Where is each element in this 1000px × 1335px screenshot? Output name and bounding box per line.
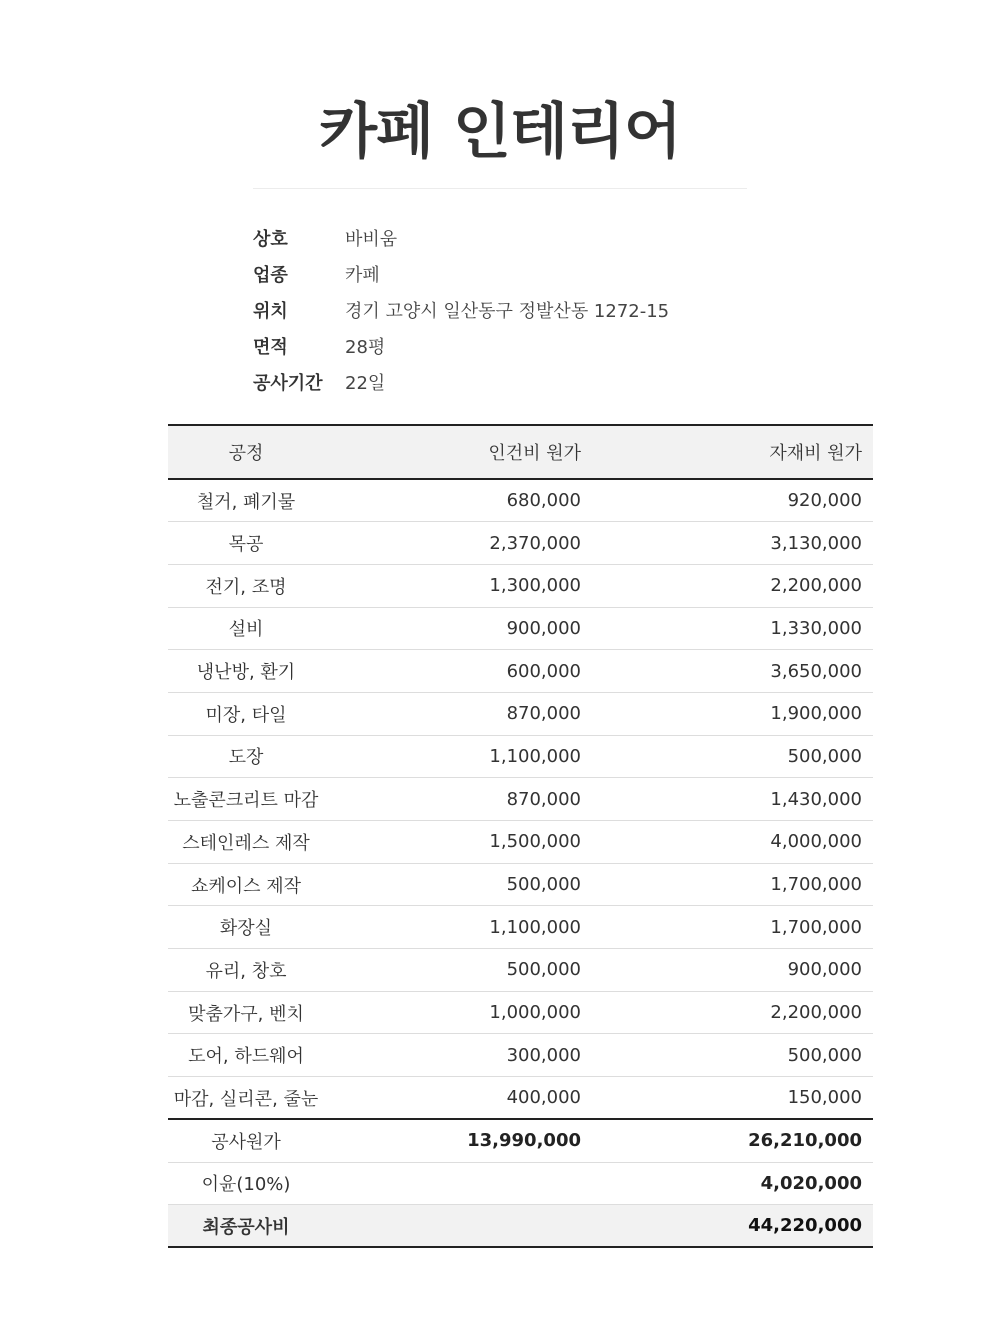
cell-process: 목공: [168, 522, 324, 565]
cell-material: 3,650,000: [581, 650, 873, 693]
info-row-area: [253, 328, 813, 364]
cell-material: 4,000,000: [581, 821, 873, 864]
column-header-labor-label: 인건비 원가: [488, 443, 581, 464]
info-row-business-type: [253, 256, 813, 292]
cell-process: 쇼케이스 제작: [168, 863, 324, 906]
info-value: 경기 고양시 일산동구 정발산동 1272-15: [345, 301, 670, 322]
cell-labor: 870,000: [324, 778, 581, 821]
info-label: 위치: [253, 301, 288, 322]
table-row: [168, 991, 873, 1034]
table-row: [168, 479, 873, 522]
info-row-location: [253, 292, 813, 328]
cell-material: 2,200,000: [581, 564, 873, 607]
cell-labor: 300,000: [324, 1034, 581, 1077]
cell-labor: 500,000: [324, 949, 581, 992]
table-row: [168, 778, 873, 821]
cell-material: 900,000: [581, 949, 873, 992]
profit-material: 4,020,000: [581, 1162, 873, 1205]
info-label: 상호: [253, 229, 288, 250]
info-value: 28평: [345, 337, 386, 358]
table-row: [168, 607, 873, 650]
cell-material: 500,000: [581, 735, 873, 778]
cell-material: 150,000: [581, 1077, 873, 1120]
subtotal-labor: 13,990,000: [324, 1119, 581, 1162]
subtotal-material: 26,210,000: [581, 1119, 873, 1162]
cell-process: 전기, 조명: [168, 564, 324, 607]
column-header-material: 자재비 원가: [581, 425, 873, 479]
cell-process: 맞춤가구, 벤치: [168, 991, 324, 1034]
cell-process: 냉난방, 환기: [168, 650, 324, 693]
cell-labor: 600,000: [324, 650, 581, 693]
info-value: 22일: [345, 373, 386, 394]
info-row-duration: [253, 364, 813, 400]
profit-label: 이윤(10%): [168, 1162, 324, 1205]
cell-process: 유리, 창호: [168, 949, 324, 992]
table-row: [168, 863, 873, 906]
cost-table: [168, 424, 873, 1248]
total-label: 최종공사비: [168, 1205, 324, 1248]
table-row: [168, 1034, 873, 1077]
cell-labor: 400,000: [324, 1077, 581, 1120]
table-header-row: [168, 425, 873, 479]
total-material: 44,220,000: [581, 1205, 873, 1248]
table-row: [168, 692, 873, 735]
table-row: [168, 522, 873, 565]
cell-labor: 2,370,000: [324, 522, 581, 565]
cell-labor: 1,000,000: [324, 991, 581, 1034]
table-row: [168, 1077, 873, 1120]
info-value: 바비움: [345, 229, 398, 250]
profit-row: [168, 1162, 873, 1205]
table-row: [168, 735, 873, 778]
cell-labor: 500,000: [324, 863, 581, 906]
column-header-process: 공정: [168, 425, 324, 479]
cell-labor: 1,500,000: [324, 821, 581, 864]
subtotal-label: 공사원가: [168, 1119, 324, 1162]
subtotal-row: [168, 1119, 873, 1162]
info-value: 카페: [345, 265, 380, 286]
title-divider: [253, 188, 747, 189]
cell-process: 노출콘크리트 마감: [168, 778, 324, 821]
cell-material: 500,000: [581, 1034, 873, 1077]
cell-material: 1,900,000: [581, 692, 873, 735]
info-row-business-name: [253, 220, 813, 256]
cell-process: 스테인레스 제작: [168, 821, 324, 864]
cell-material: 1,700,000: [581, 906, 873, 949]
cell-material: 1,330,000: [581, 607, 873, 650]
info-label: 업종: [253, 265, 288, 286]
table-row: [168, 821, 873, 864]
cell-process: 철거, 폐기물: [168, 479, 324, 522]
cell-labor: 870,000: [324, 692, 581, 735]
cell-material: 920,000: [581, 479, 873, 522]
cell-process: 마감, 실리콘, 줄눈: [168, 1077, 324, 1120]
cell-labor: 1,100,000: [324, 906, 581, 949]
column-header-labor: [324, 425, 581, 479]
cell-labor: 900,000: [324, 607, 581, 650]
cell-process: 도어, 하드웨어: [168, 1034, 324, 1077]
cell-process: 도장: [168, 735, 324, 778]
table-row: [168, 650, 873, 693]
cell-process: 미장, 타일: [168, 692, 324, 735]
cell-process: 화장실: [168, 906, 324, 949]
total-row: [168, 1205, 873, 1248]
cell-material: 3,130,000: [581, 522, 873, 565]
page-title: 카페 인테리어: [319, 97, 681, 167]
cell-labor: 1,300,000: [324, 564, 581, 607]
cell-labor: 680,000: [324, 479, 581, 522]
info-label: 공사기간: [253, 373, 323, 394]
total-labor: [324, 1205, 581, 1248]
cell-material: 1,700,000: [581, 863, 873, 906]
project-info-list: [253, 220, 813, 400]
cell-material: 1,430,000: [581, 778, 873, 821]
table-row: [168, 564, 873, 607]
info-label: 면적: [253, 337, 288, 358]
table-row: [168, 949, 873, 992]
table-row: [168, 906, 873, 949]
cell-labor: 1,100,000: [324, 735, 581, 778]
profit-labor: [324, 1162, 581, 1205]
cell-process: 설비: [168, 607, 324, 650]
cell-material: 2,200,000: [581, 991, 873, 1034]
